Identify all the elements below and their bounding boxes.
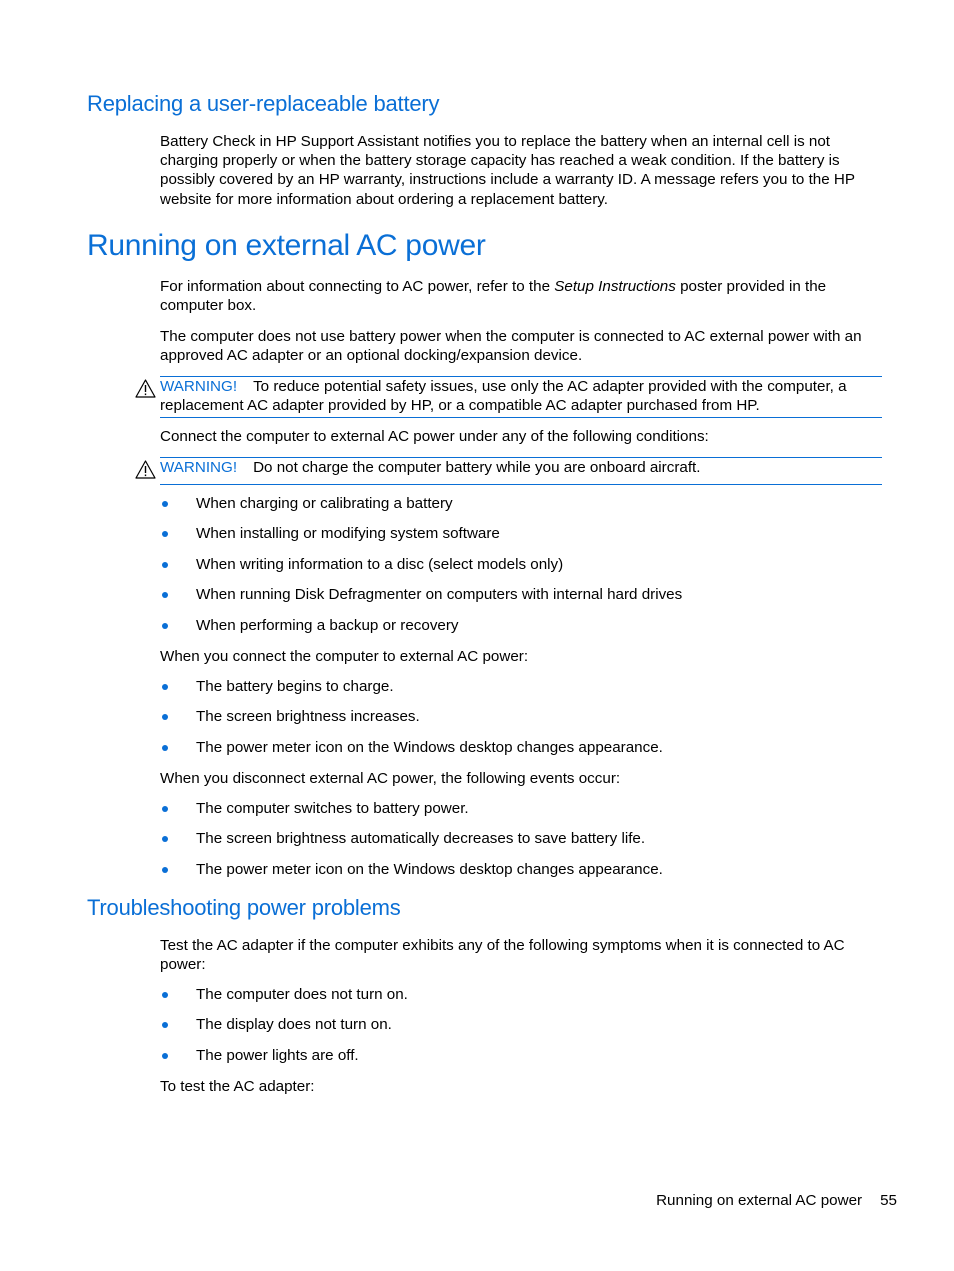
warning-aircraft-text xyxy=(160,458,882,477)
warning-box-aircraft xyxy=(160,457,882,485)
list-item-text: When writing information to a disc (select models only) xyxy=(196,556,564,573)
bullet-dot xyxy=(162,531,168,537)
list-item-text: The power lights are off. xyxy=(196,1047,359,1064)
bullet-dot xyxy=(162,1022,168,1028)
warning-adapter-text xyxy=(160,377,882,415)
bullet-dot xyxy=(162,623,168,629)
list-item-text: When installing or modifying system software xyxy=(196,525,500,542)
bullet-dot xyxy=(162,867,168,873)
warning-message: Do not charge the computer battery while you are onboard aircraft. xyxy=(253,459,701,476)
bullet-dot xyxy=(162,592,168,598)
list-item-text: The screen brightness increases. xyxy=(196,708,420,725)
warning-label: WARNING! xyxy=(160,459,238,476)
paragraph-conditions-intro: Connect the computer to external AC power under any of the following conditions: xyxy=(160,428,709,445)
list-item-text: When charging or calibrating a battery xyxy=(196,495,453,512)
intro-text-before: For information about connecting to AC power, refer to the xyxy=(160,278,555,295)
warning-label: WARNING! xyxy=(160,378,238,395)
intro-text-after: poster provided in the computer box. xyxy=(160,278,827,315)
paragraph-battery-check: Battery Check in HP Support Assistant notifies you to replace the battery when an internal cell is not charging properly or when the battery storage capacity has reached a weak condition. If the battery is possibly covered by an HP warranty, instructions include a warranty ID. A message refers you to the HP website for more information about ordering a replacement battery. xyxy=(160,133,855,208)
footer-title: Running on external AC power xyxy=(656,1192,863,1209)
paragraph-connect-intro: When you connect the computer to external AC power: xyxy=(160,648,529,665)
list-item-text: The power meter icon on the Windows desktop changes appearance. xyxy=(196,861,663,878)
bullet-dot xyxy=(162,836,168,842)
paragraph-ac-intro xyxy=(160,277,885,315)
list-item-text: When running Disk Defragmenter on computers with internal hard drives xyxy=(196,586,683,603)
paragraph-test-adapter: Test the AC adapter if the computer exhibits any of the following symptoms when it is connected to AC power: xyxy=(160,937,845,974)
list-item-text: The power meter icon on the Windows desktop changes appearance. xyxy=(196,739,663,756)
list-item-text: The computer switches to battery power. xyxy=(196,800,469,817)
paragraph-disconnect-intro: When you disconnect external AC power, the following events occur: xyxy=(160,770,621,787)
list-item-text: When performing a backup or recovery xyxy=(196,617,459,634)
heading-troubleshooting: Troubleshooting power problems xyxy=(87,895,401,920)
bullet-dot xyxy=(162,992,168,998)
list-item-text: The screen brightness automatically decreases to save battery life. xyxy=(196,830,646,847)
list-item-text: The battery begins to charge. xyxy=(196,678,394,695)
warning-message: To reduce potential safety issues, use only the AC adapter provided with the computer, a replacement AC adapter provided by HP, or a compatible AC adapter purchased from HP. xyxy=(160,378,847,415)
warning-triangle-icon xyxy=(135,379,156,398)
warning-triangle-icon xyxy=(135,460,156,479)
list-item-text: The computer does not turn on. xyxy=(196,986,408,1003)
bullet-dot xyxy=(162,501,168,507)
bullet-dot xyxy=(162,745,168,751)
heading-running-on-ac-power: Running on external AC power xyxy=(87,229,486,262)
bullet-dot xyxy=(162,684,168,690)
bullet-dot xyxy=(162,562,168,568)
bullet-dot xyxy=(162,1053,168,1059)
bullet-dot xyxy=(162,714,168,720)
page-number: 55 xyxy=(880,1192,897,1209)
setup-instructions-title: Setup Instructions xyxy=(554,278,676,295)
paragraph-test-intro: To test the AC adapter: xyxy=(160,1078,315,1095)
heading-replacing-battery: Replacing a user-replaceable battery xyxy=(87,91,440,116)
page-footer xyxy=(656,1192,897,1209)
bullet-dot xyxy=(162,806,168,812)
list-item-text: The display does not turn on. xyxy=(196,1016,392,1033)
paragraph-no-battery-power: The computer does not use battery power when the computer is connected to AC external power with an approved AC adapter or an optional docking/expansion device. xyxy=(160,328,862,365)
warning-box-adapter xyxy=(160,376,882,418)
